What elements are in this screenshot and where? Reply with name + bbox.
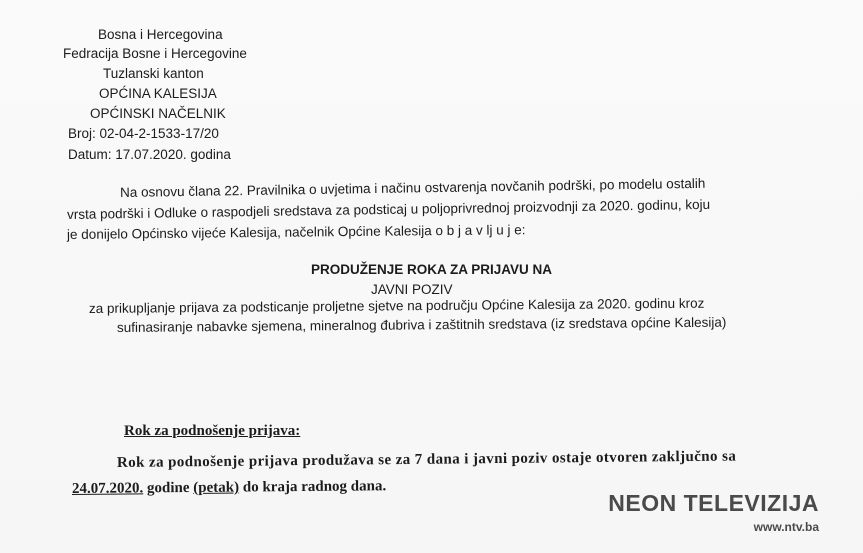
header-municipality: OPĆINA KALESIJA: [99, 86, 217, 101]
intro-line-2: vrsta podrški i Odluke o raspodjeli sredstava za podsticaj u poljoprivrednoj proizvodnji za 2020. godinu, koju: [66, 196, 711, 222]
deadline-text-line-2: [72, 478, 386, 498]
header-office: OPĆINSKI NAČELNIK: [90, 106, 226, 121]
deadline-date: 24.07.2020.: [71, 480, 144, 497]
header-number: Broj: 02-04-2-1533-17/20: [68, 126, 219, 141]
watermark-url: www.ntv.ba: [753, 520, 819, 534]
header-federation: Fedracija Bosne i Hercegovine: [63, 46, 247, 61]
notice-subtitle: JAVNI POZIV: [371, 282, 453, 297]
header-country: Bosna i Hercegovina: [98, 27, 223, 42]
notice-desc-2: sufinasiranje nabavke sjemena, mineralnog đubriva i zaštitnih sredstava (iz sredstava općine Kalesija): [116, 314, 727, 335]
notice-desc-1: za prikupljanje prijava za podsticanje proljetne sjetve na području Općine Kalesija za 2020. godinu kroz: [88, 295, 705, 316]
deadline-text-line-1: Rok za podnošenje prijava produžava se za 7 dana i javni poziv ostaje otvoren zaključno sa: [116, 448, 737, 471]
intro-line-1: Na osnovu člana 22. Pravilnika o uvjetima i načinu ostvarenja novčanih podrški, po modelu ostalih: [119, 175, 706, 200]
deadline-weekday: (petak): [193, 479, 240, 496]
deadline-godine: godine: [146, 479, 190, 497]
notice-title: PRODUŽENJE ROKA ZA PRIJAVU NA: [311, 262, 553, 277]
deadline-tail: do kraja radnog dana.: [242, 478, 387, 496]
header-canton: Tuzlanski kanton: [103, 66, 204, 81]
deadline-heading: Rok za podnošenje prijava:: [124, 423, 301, 439]
intro-line-3: je donijelo Općinsko vijeće Kalesija, načelnik Općine Kalesija o b j a v lj u j e:: [66, 222, 526, 242]
watermark-brand: NEON TELEVIZIJA: [608, 490, 819, 516]
header-date: Datum: 17.07.2020. godina: [68, 147, 231, 162]
